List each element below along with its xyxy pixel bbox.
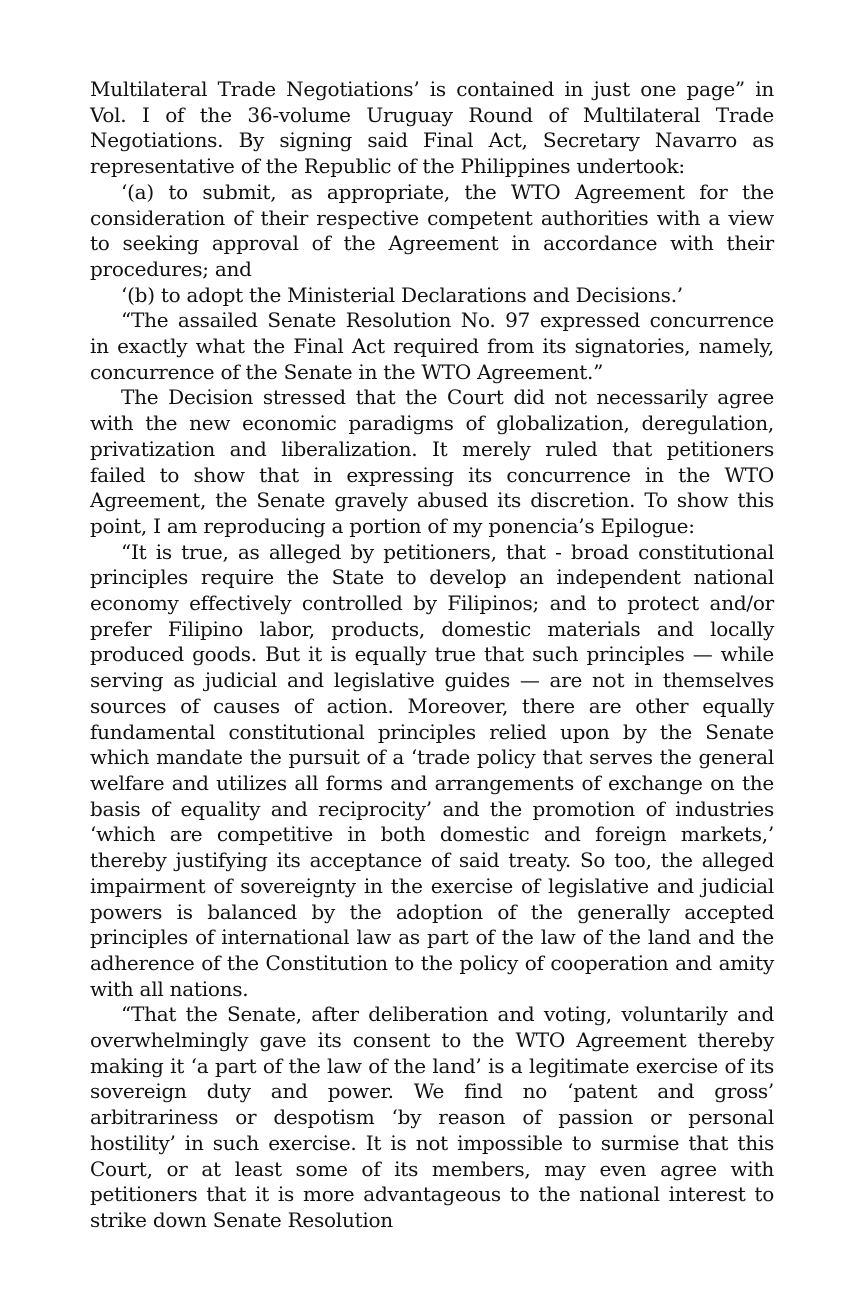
paragraph-quote-item-a: ‘(a) to submit, as appropriate, the WTO Agreement for the consideration of their respective competent authorities with a view to seeking approval of the Agreement in accordance with their procedures; and <box>90 179 774 281</box>
paragraph-epilogue-quote-2: “That the Senate, after deliberation and voting, voluntarily and overwhelmingly gave its consent to the WTO Agreement thereby making it ‘a part of the law of the land’ is a legitimate exercise of its sovereign duty and power. We find no ‘patent and gross’ arbitrariness or despotism ‘by reason of passion or personal hostility’ in such exercise. It is not impossible to surmise that this Court, or at least some of its members, may even agree with petitioners that it is more advantageous to the national interest to strike down Senate Resolution <box>90 1002 774 1232</box>
paragraph-senate-resolution-97: “The assailed Senate Resolution No. 97 expressed concurrence in exactly what the Final Act required from its signatories, namely, concurrence of the Senate in the WTO Agreement.” <box>90 308 774 384</box>
paragraph-quote-item-b: ‘(b) to adopt the Ministerial Declarations and Decisions.’ <box>121 282 683 307</box>
paragraph-continuation-final-act: Multilateral Trade Negotiations’ is contained in just one page” in Vol. I of the 36-volume Uruguay Round of Multilateral Trade Negotiations. By signing said Final Act, Secretary Navarro as representative of the Republic of the Philippines undertook: <box>90 77 774 179</box>
paragraph-epilogue-quote-1: “It is true, as alleged by petitioners, that - broad constitutional principles require the State to develop an independent national economy effectively controlled by Filipinos; and to protect and/or prefer Filipino labor, products, domestic materials and locally produced goods. But it is equally true that such principles — while serving as judicial and legislative guides — are not in themselves sources of causes of action. Moreover, there are other equally fundamental constitutional principles relied upon by the Senate which mandate the pursuit of a ‘trade policy that serves the general welfare and utilizes all forms and arrangements of exchange on the basis of equality and reciprocity’ and the promotion of industries ‘which are competitive in both domestic and foreign markets,’ thereby justifying its acceptance of said treaty. So too, the alleged impairment of sovereignty in the exercise of legislative and judicial powers is balanced by the adoption of the generally accepted principles of international law as part of the law of the land and the adherence of the Constitution to the policy of cooperation and amity with all nations. <box>90 539 774 1001</box>
document-page <box>90 77 774 1234</box>
paragraph-decision-stressed: The Decision stressed that the Court did not necessarily agree with the new economic paradigms of globalization, deregulation, privatization and liberalization. It merely ruled that petitioners failed to show that in expressing its concurrence in the WTO Agreement, the Senate gravely abused its discretion. To show this point, I am reproducing a portion of my ponencia’s Epilogue: <box>90 385 774 538</box>
